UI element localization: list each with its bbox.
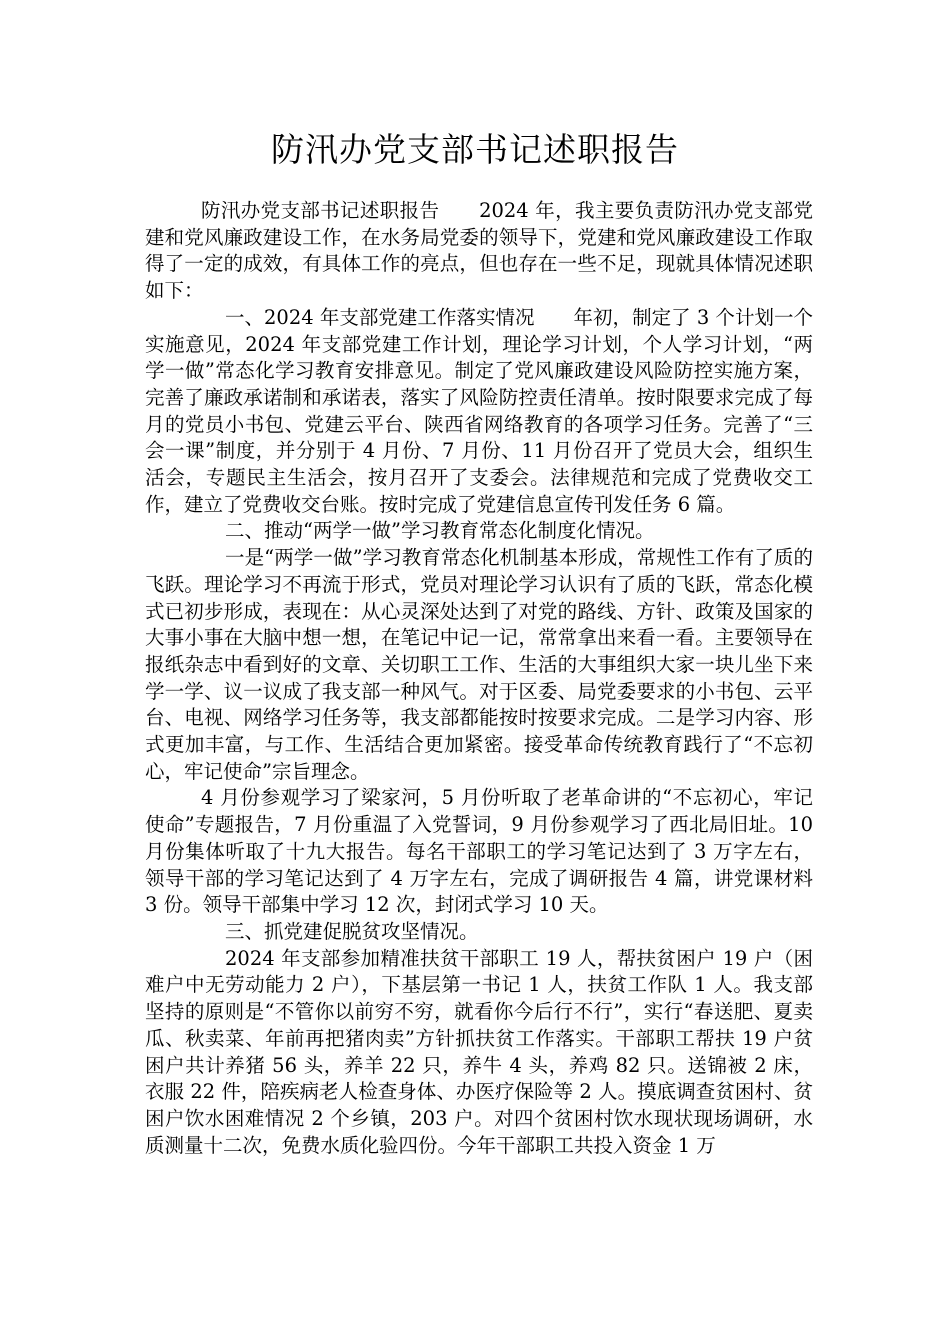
paragraph-section-2-body: 一是“两学一做”学习教育常态化机制基本形成，常规性工作有了质的飞跃。理论学习不再流于形式，党员对理论学习认识有了质的飞跃，常态化模式已初步形成，表现在：从心灵深处达到了对党的路线、方针、政策及国家的大事小事在大脑中想一想，在笔记中记一记，常常拿出来看一看。主要领导在报纸杂志中看到好的文章、关切职工工作、生活的大事组织大家一块儿坐下来学一学、议一议成了我支部一种风气。对于区委、局党委要求的小书包、云平台、电视、网络学习任务等，我支部都能按时按要求完成。二是学习内容、形式更加丰富，与工作、生活结合更加紧密。接受革命传统教育践行了“不忘初心，牢记使命”宗旨理念。 [145,546,813,783]
paragraph-section-1: 一、2024 年支部党建工作落实情况 年初，制定了 3 个计划一个实施意见，2024 年支部党建工作计划，理论学习计划，个人学习计划，“两学一做”常态化学习教育安排意见。制定了党风廉政建设风险防控实施方案，完善了廉政承诺制和承诺表，落实了风险防控责任清单。按时限要求完成了每月的党员小书包、党建云平台、陕西省网络教育的各项学习任务。完善了“三会一课”制度，并分别于 4 月份、7 月份、11 月份召开了党员大会，组织生活会，专题民主生活会，按月召开了支委会。法律规范和完成了党费收交工作，建立了党费收交台账。按时完成了党建信息宣传刊发任务 6 篇。 [145,305,813,516]
heading-section-2: 二、推动“两学一做”学习教育常态化制度化情况。 [225,519,655,543]
paragraph-section-3-body: 2024 年支部参加精准扶贫干部职工 19 人，帮扶贫困户 19 户（困难户中无劳动能力 2 户），下基层第一书记 1 人，扶贫工作队 1 人。我支部坚持的原则是“不管你以前穷不穷，就看你今后行不行”，实行“春送肥、夏卖瓜、秋卖菜、年前再把猪肉卖”方针抓扶贫工作落实。干部职工帮扶 19 户贫困户共计养猪 56 头，养羊 22 只，养牛 4 头，养鸡 82 只。送锦被 2 床，衣服 22 件，陪疾病老人检查身体、办医疗保险等 2 人。摸底调查贫困村、贫困户饮水困难情况 2 个乡镇，203 户。对四个贫困村饮水现状现场调研，水质测量十二次，免费水质化验四份。今年干部职工共投入资金 1 万 [145,946,813,1157]
heading-section-3: 三、抓党建促脱贫攻坚情况。 [225,919,479,943]
paragraph-intro: 防汛办党支部书记述职报告 2024 年，我主要负责防汛办党支部党建和党风廉政建设工作，在水务局党委的领导下，党建和党风廉政建设工作取得了一定的成效，有具体工作的亮点，但也存在一些不足，现就具体情况述职如下： [145,199,813,303]
document-title: 防汛办党支部书记述职报告 [271,130,679,169]
document-body [145,198,813,1159]
paragraph-study-activities: 4 月份参观学习了梁家河，5 月份听取了老革命讲的“不忘初心，牢记使命”专题报告，7 月份重温了入党誓词，9 月份参观学习了西北局旧址。10 月份集体听取了十九大报告。每名干部职工的学习笔记达到了 3 万字左右，领导干部的学习笔记达到了 4 万字左右，完成了调研报告 4 篇，讲党课材料 3 份。领导干部集中学习 12 次，封闭式学习 10 天。 [145,786,813,917]
